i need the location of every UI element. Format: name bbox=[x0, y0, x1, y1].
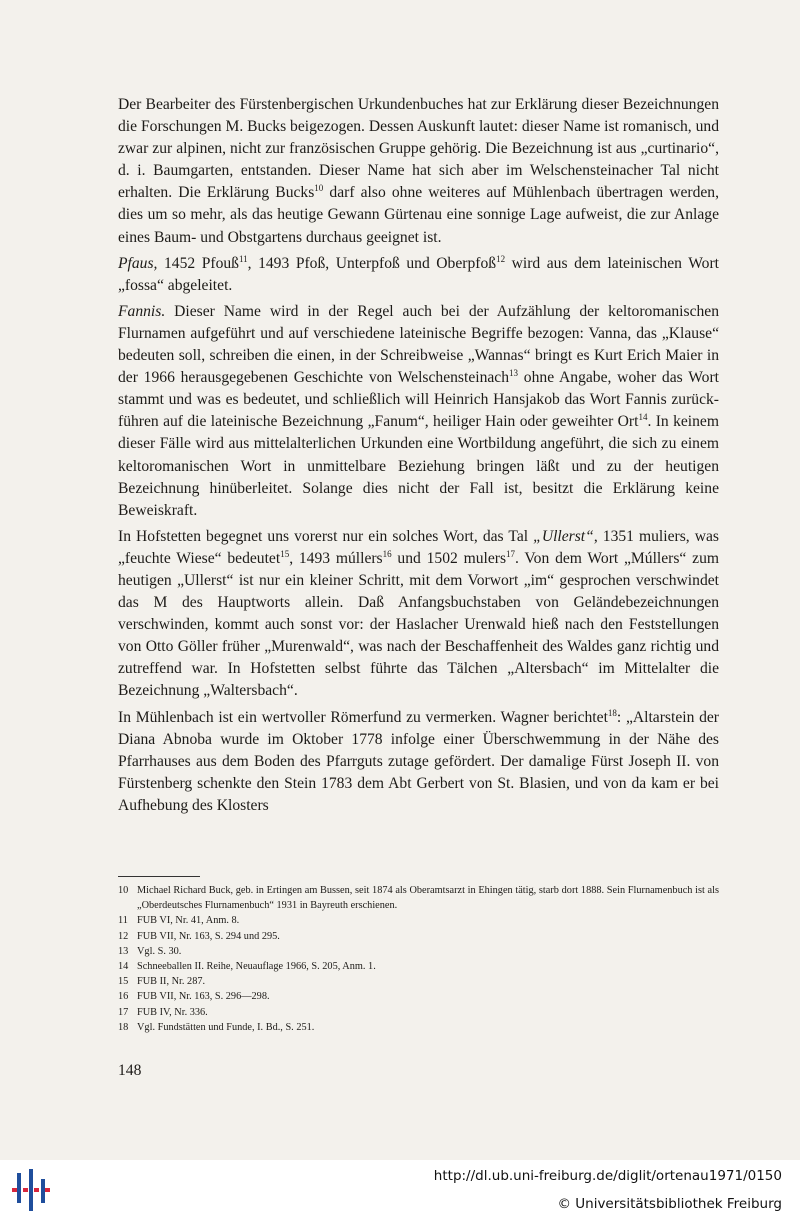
footnote-18: 18 Vgl. Fundstätten und Funde, I. Bd., S. 251. bbox=[118, 1021, 315, 1033]
term-pfaus: Pfaus, bbox=[118, 254, 158, 272]
ub-freiburg-logo-icon[interactable] bbox=[12, 1169, 50, 1211]
footnote-10: 10 Michael Richard Buck, geb. in Ertingen am Bussen, seit 1874 als Oberamtsarzt in Ehingen tätig, starb dort 1888. Sein Flurnamenbuch ist als „Oberdeutsches Flurnamenbuch“ 1931 in Bayreuth erschienen. bbox=[118, 885, 719, 912]
permalink-url[interactable]: http://dl.ub.uni-freiburg.de/diglit/ortenau1971/0150 bbox=[433, 1168, 782, 1184]
footnote-13: 13 Vgl. S. 30. bbox=[118, 945, 182, 957]
footnote-ref-11: 11 bbox=[238, 253, 248, 264]
footnote-ref-12: 12 bbox=[496, 253, 506, 264]
paragraph-pfaus: Pfaus, 1452 Pfouß$^{11}$, 1493 Pfoß, Unterpfoß und Oberpfoß$^{12}$ wird aus dem lateinischen Wort „fossa“ abgeleitet. bbox=[118, 253, 719, 294]
term-ullerst: „Ullerst“ bbox=[533, 527, 594, 545]
paragraph-fannis: Fannis. Dieser Name wird in der Regel auch bei der Aufzählung der keltoromanischen Flurnamen aufgeführt und auf verschiedene lateinische Begriffe bezogen: Vanna, das „Klause“ bedeuten soll, schreiben die einen, in der Schreibweise „Wannas“ bringt es Kurt Erich Maier in der 1966 herausgegebenen Geschichte von Welschensteinach$^{13}$ ohne Angabe, woher das Wort stammt und was es bedeutet, und schließlich will Heinrich Hansjakob das Wort Fannis zurückführen auf die lateinische Bezeichnung „Fanum“, heiliger Hain oder geweihter Ort$^{14}$. In keinem dieser Fälle wird aus mittelalterlichen Urkunden eine Wortbildung angeführt, die sich zu einem keltoromanischen Wort in unmittelbare Beziehung bringen läßt und zu der heutigen Bezeichnung hinüberleitet. Solange dies nicht der Fall ist, besitzt die Erklärung keine Beweiskraft. bbox=[118, 302, 719, 519]
footnotes bbox=[118, 883, 719, 1035]
footnote-14: 14 Schneeballen II. Reihe, Neuauflage 1966, S. 205, Anm. 1. bbox=[118, 961, 376, 973]
body-text bbox=[118, 94, 719, 817]
footnote-17: 17 FUB IV, Nr. 336. bbox=[118, 1006, 208, 1018]
footnote-ref-14: 14 bbox=[638, 412, 648, 423]
footnote-ref-16: 16 bbox=[382, 548, 392, 559]
footnote-ref-13: 13 bbox=[509, 368, 519, 379]
paragraph-ullerst: In Hofstetten begegnet uns vorerst nur ein solches Wort, das Tal „Ullerst“, 1351 muliers, was „feuchte Wiese“ bedeutet$^{15}$, 1493 múllers$^{16}$ und 1502 mulers$^{17}$. Von dem Wort „Múllers“ zum heutigen „Ullerst“ ist nur ein kleiner Schritt, mit dem Vorwort „im“ gesprochen verschwindet das M des Hauptworts allein. Daß Anfangsbuchstaben von Geländebezeichnungen verschwinden, kommt auch sonst vor: der Haslacher Urenwald hieß nach den Feststellungen von Otto Göller früher „Murenwald“, was nach der Beschaffenheit des Waldes ganz richtig und zutreffend war. In Hofstetten selbst führte das Tälchen „Altersbach“ im Mittelalter die Bezeichnung „Waltersbach“. bbox=[118, 527, 719, 700]
term-fannis: Fannis. bbox=[118, 302, 166, 320]
viewer-footer bbox=[0, 1160, 800, 1220]
footnote-ref-18: 18 bbox=[607, 707, 617, 718]
footnote-ref-17: 17 bbox=[506, 548, 516, 559]
footnote-15: 15 FUB II, Nr. 287. bbox=[118, 976, 206, 988]
page-number: 148 bbox=[118, 1062, 142, 1079]
footnote-ref-10: 10 bbox=[314, 183, 324, 194]
footnote-16: 16 FUB VII, Nr. 163, S. 296—298. bbox=[118, 991, 270, 1003]
paragraph-gurtenau: Der Bearbeiter des Fürstenbergischen Urkundenbuches hat zur Erklärung dieser Bezeichnungen die Forschungen M. Bucks beigezogen. Dessen Auskunft lautet: dieser Name ist romanisch, und zwar zur alpinen, nicht zur französischen Gruppe gehörig. Die Bezeichnung ist aus „curtinario“, d. i. Baumgarten, entstanden. Dieser Name hat sich aber im Welschensteinacher Tal nicht erhalten. Die Erklärung Bucks$^{10}$ darf also ohne weiteres auf Mühlenbach übertragen werden, dies um so mehr, als das heutige Gewann Gürtenau eine sonnige Lage aufweist, die zur Anlage eines Baum- und Obstgartens durchaus geeignet ist. bbox=[118, 96, 719, 246]
footnote-12: 12 FUB VII, Nr. 163, S. 294 und 295. bbox=[118, 930, 280, 942]
copyright-notice: © Universitätsbibliothek Freiburg bbox=[557, 1196, 782, 1212]
footnote-divider bbox=[118, 876, 200, 877]
paragraph-roemerfund: In Mühlenbach ist ein wertvoller Römerfund zu vermerken. Wagner berichtet$^{18}$: „Altarstein der Diana Abnoba wurde im Oktober 1778 infolge einer Überschwemmung in der Nähe des Pfarrhauses aus dem Boden des Pfarrguts zutage gefördert. Der damalige Fürst Joseph II. von Fürstenberg schenkte den Stein 1783 dem Abt Gerbert von St. Blasien, und von da kam er bei Aufhebung des Klosters bbox=[118, 707, 719, 814]
footnote-ref-15: 15 bbox=[280, 548, 290, 559]
footnote-11: 11 FUB VI, Nr. 41, Anm. 8. bbox=[118, 915, 240, 927]
